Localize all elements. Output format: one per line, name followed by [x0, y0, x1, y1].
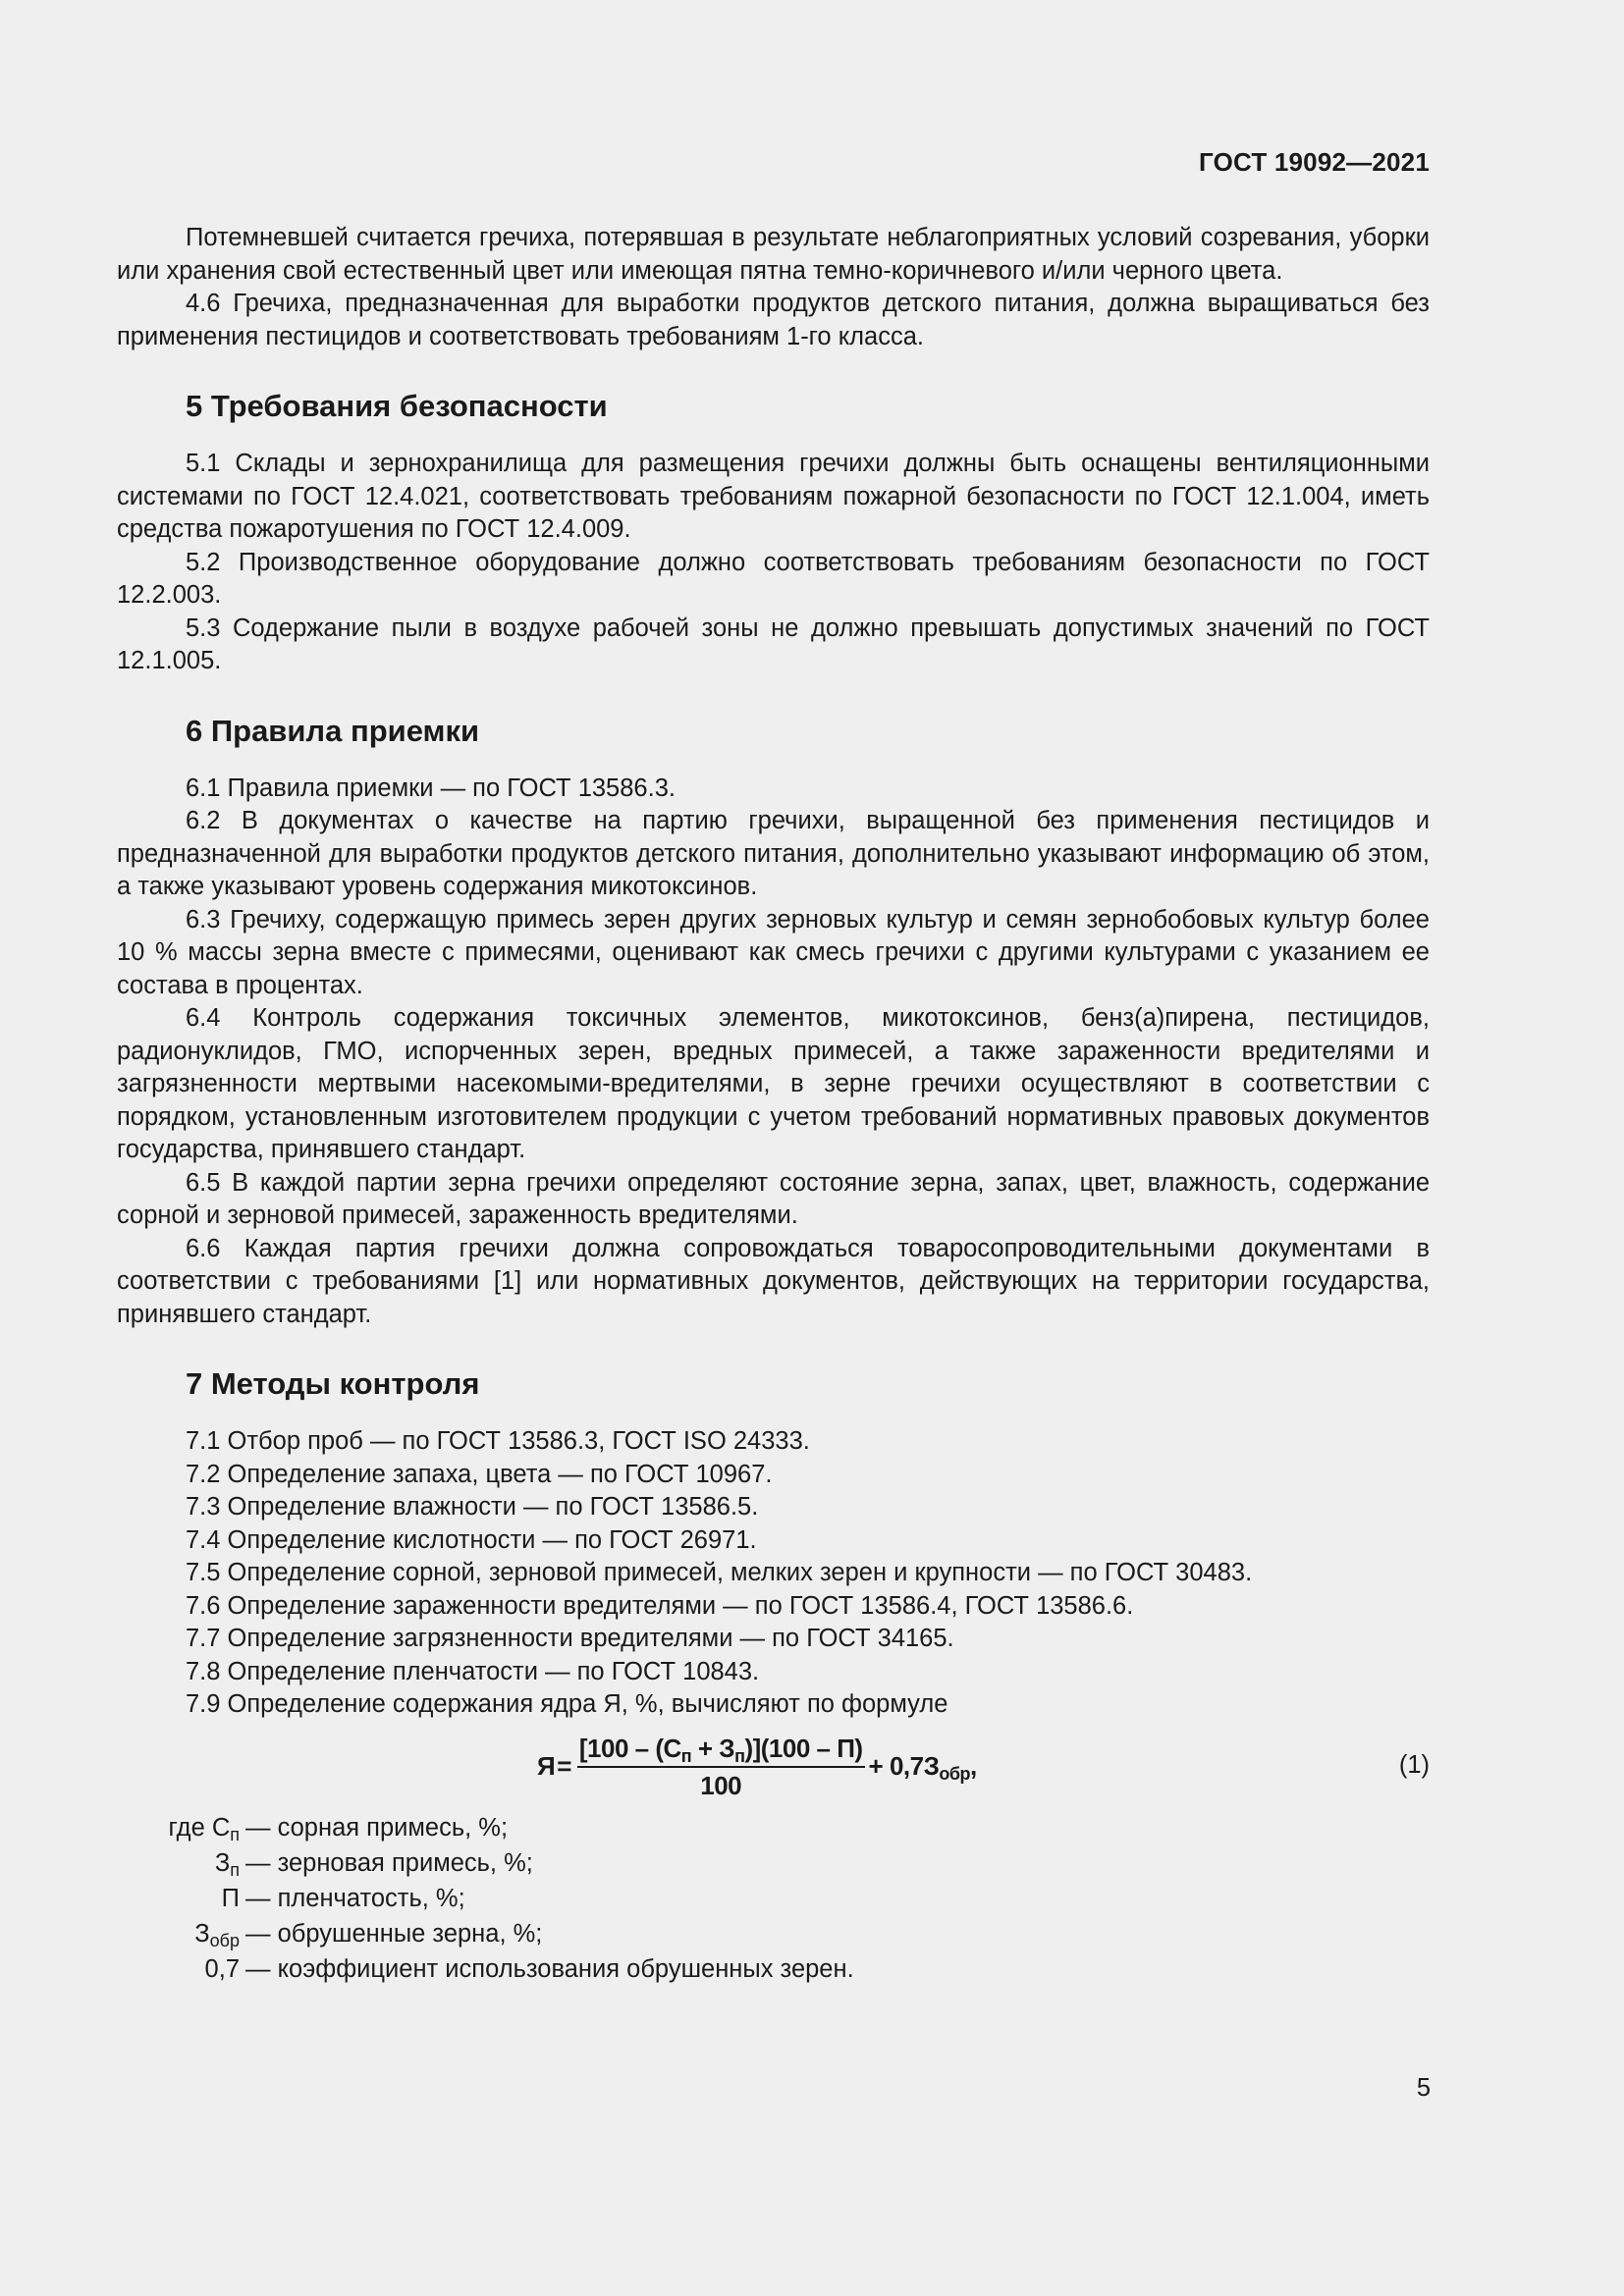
document-header-id: ГОСТ 19092—2021	[1199, 147, 1430, 177]
formula-tail: + $0,7З_{обр}$,	[868, 1750, 977, 1784]
definition-description: — обрушенные зерна, %;	[245, 1919, 543, 1948]
section-6-paragraph-5: 6.5 В каждой партии зерна гречихи определяют состояние зерна, запах, цвет, влажность, содержание сорной и зерновой примесей, зараженность вредителями.	[117, 1168, 1430, 1229]
kernel-content-formula	[537, 1728, 977, 1806]
definition-description: — сорная примесь, %;	[245, 1813, 509, 1842]
section-7-item: 7.9 Определение содержания ядра Я, %, вычисляют по формуле	[186, 1690, 948, 1718]
intro-paragraph-2: 4.6 Гречиха, предназначенная для выработки продуктов детского питания, должна выращиваться без применения пестицидов и соответствовать требованиям 1-го класса.	[117, 290, 1430, 350]
section-6-paragraph-2: 6.2 В документах о качестве на партию гречихи, выращенной без применения пестицидов и предназначенной для выработки продуктов детского питания, дополнительно указывают информацию об этом, а также указывают уровень содержания микотоксинов.	[117, 807, 1430, 900]
section-7-item: 7.2 Определение запаха, цвета — по ГОСТ 10967.	[186, 1460, 773, 1488]
formula-equals: =	[557, 1750, 571, 1781]
intro-paragraph-1: Потемневшей считается гречиха, потерявшая в результате неблагоприятных условий созревания, уборки или хранения свой естественный цвет или имеющая пятна темно-коричневого и/или черного цвета.	[117, 224, 1430, 285]
section-7-title: 7 Методы контроля	[186, 1366, 480, 1401]
section-7-item: 7.6 Определение зараженности вредителями — по ГОСТ 13586.4, ГОСТ 13586.6.	[186, 1591, 1134, 1620]
definition-symbol: где $С_п$	[168, 1813, 240, 1844]
page-number: 5	[1416, 2074, 1431, 2102]
section-6-paragraph-4: 6.4 Контроль содержания токсичных элементов, микотоксинов, бенз(а)пирена, пестицидов, радионуклидов, ГМО, испорченных зерен, вредных примесей, а также зараженности вредителями и загрязненности мертвыми насекомыми-вредителями, в зерне гречихи осуществляют в соответствии с порядком, установленным изготовителем продукции с учетом требований нормативных правовых документов государства, принявшего стандарт.	[117, 1004, 1430, 1163]
document-body	[117, 222, 1430, 1987]
section-5-paragraph-1: 5.1 Склады и зернохранилища для размещения гречихи должны быть оснащены вентиляционными системами по ГОСТ 12.4.021, соответствовать требованиям пожарной безопасности по ГОСТ 12.1.004, иметь средства пожаротушения по ГОСТ 12.4.009.	[117, 450, 1430, 543]
section-7-item: 7.8 Определение пленчатости — по ГОСТ 10843.	[186, 1657, 760, 1685]
section-6-title: 6 Правила приемки	[186, 713, 480, 748]
section-6-paragraph-6: 6.6 Каждая партия гречихи должна сопровождаться товаросопроводительными документами в соответствии с требованиями [1] или нормативных документов, действующих на территории государства, принявшего стандарт.	[117, 1234, 1430, 1328]
section-5-paragraph-3: 5.3 Содержание пыли в воздухе рабочей зоны не должно превышать допустимых значений по ГОСТ 12.1.005.	[117, 614, 1430, 674]
section-7-item: 7.5 Определение сорной, зерновой примесей, мелких зерен и крупности — по ГОСТ 30483.	[186, 1559, 1253, 1586]
section-7-item: 7.7 Определение загрязненности вредителями — по ГОСТ 34165.	[186, 1625, 954, 1652]
section-5-paragraph-2: 5.2 Производственное оборудование должно соответствовать требованиям безопасности по ГОСТ 12.2.003.	[117, 548, 1430, 609]
section-7-item: 7.4 Определение кислотности — по ГОСТ 26971.	[186, 1525, 757, 1554]
section-7-item: 7.1 Отбор проб — по ГОСТ 13586.3, ГОСТ ISO 24333.	[186, 1427, 810, 1455]
formula-numerator: $[100 - (С_п + З_п)](100 - П)$	[578, 1733, 863, 1766]
definition-symbol: $З_{обр}$	[194, 1919, 240, 1950]
section-6-paragraph-1: 6.1 Правила приемки — по ГОСТ 13586.3.	[186, 774, 676, 802]
definition-description: — коэффициент использования обрушенных зерен.	[245, 1954, 854, 1983]
definition-symbol: П	[221, 1884, 240, 1912]
definition-description: — зерновая примесь, %;	[245, 1848, 533, 1877]
formula-definitions	[117, 1810, 1430, 1987]
section-6-paragraph-3: 6.3 Гречиху, содержащую примесь зерен других зерновых культур и семян зернобобовых культур более 10 % массы зерна вместе с примесями, оценивают как смесь гречихи с другими культурами с указанием ее состава в процентах.	[117, 905, 1430, 999]
definition-symbol: $З_п$	[214, 1848, 240, 1880]
formula-row	[117, 1728, 1430, 1806]
formula-lhs: Я	[537, 1750, 556, 1781]
section-5-title: 5 Требования безопасности	[186, 389, 608, 423]
definition-symbol: 0,7	[204, 1954, 240, 1983]
formula-number: (1)	[1398, 1750, 1430, 1779]
formula-fraction	[577, 1733, 865, 1801]
formula-denominator: 100	[700, 1770, 742, 1800]
definition-description: — пленчатость, %;	[245, 1884, 465, 1912]
section-7-item: 7.3 Определение влажности — по ГОСТ 13586.5.	[186, 1493, 759, 1521]
